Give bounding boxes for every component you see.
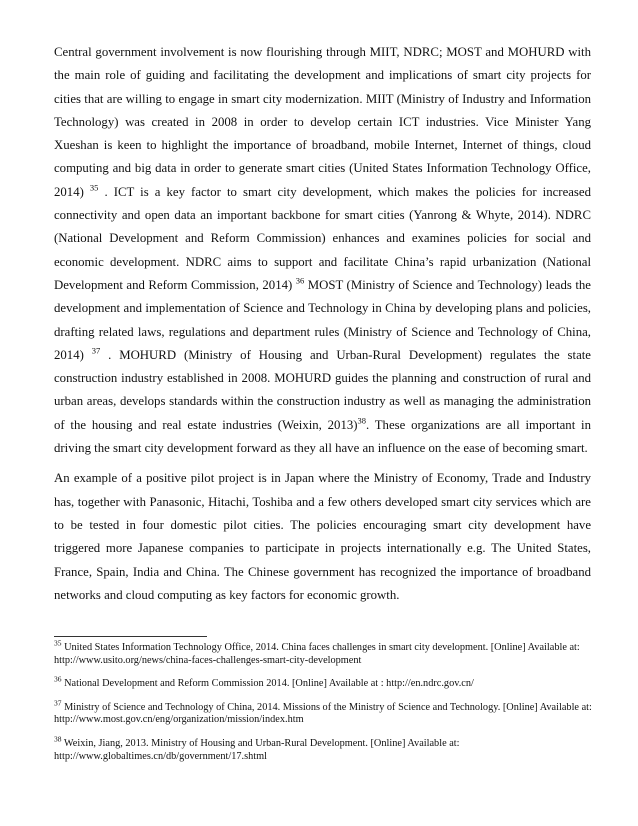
footnote-38 <box>54 734 599 763</box>
paragraph-text: . These organizations are all important in driving the smart city development forward as they all have an influence on the ease of becoming smart. <box>54 417 591 456</box>
body-paragraph-1 <box>54 41 591 460</box>
footnote-reference-38[interactable]: 38 <box>357 415 366 426</box>
footnote-37 <box>54 698 599 727</box>
footnote-number: 38 <box>54 734 62 744</box>
body-paragraph-2 <box>54 467 591 607</box>
footnote-number: 36 <box>54 674 62 684</box>
footnote-reference-36[interactable]: 36 <box>295 275 305 286</box>
paragraph-text: . MOHURD (Ministry of Housing and Urban-Rural Development) regulates the state construction industry established in 2008. MOHURD guides the planning and construction of rural and urban areas, develops standards within the construction industry as well as managing the administration of the housing and real estate industries (Weixin, 2013) <box>54 347 591 432</box>
footnote-text: Weixin, Jiang, 2013. Ministry of Housing and Urban-Rural Development. [Online] Available at: http://www.globaltimes.cn/db/government/17.shtml <box>54 737 460 762</box>
footnote-35 <box>54 638 599 667</box>
footnote-number: 37 <box>54 698 62 708</box>
document-body <box>54 41 591 607</box>
footnote-reference-37[interactable]: 37 <box>91 345 101 356</box>
footnotes-section <box>54 638 599 763</box>
paragraph-text: Central government involvement is now flourishing through MIIT, NDRC; MOST and MOHURD with the main role of guiding and facilitating the development and implications of smart city projects for cities that are willing to engage in smart city modernization. MIIT (Ministry of Industry and Information Technology) was created in 2008 in order to develop certain ICT industries. Vice Minister Yang Xueshan is keen to highlight the importance of broadband, mobile Internet, Internet of things, cloud computing and big data in order to generate smart cities (United States Information Technology Office, 2014) <box>54 45 591 199</box>
paragraph-text: An example of a positive pilot project is in Japan where the Ministry of Economy, Trade and Industry has, together with Panasonic, Hitachi, Toshiba and a few others developed smart city services which are to be tested in four domestic pilot cities. The policies encouraging smart city development have triggered more Japanese companies to participate in projects internationally e.g. The United States, France, Spain, India and China. The Chinese government has recognized the importance of broadband networks and cloud computing as key factors for economic growth. <box>54 471 591 602</box>
paragraph-text: . ICT is a key factor to smart city development, which makes the policies for increased connectivity and open data an important backbone for smart cities (Yanrong & Whyte, 2014). NDRC (National Development and Reform Commission) enhances and examines policies for social and economic development. NDRC aims to support and facilitate China’s rapid urbanization (National Development and Reform Commission, 2014) <box>54 184 591 292</box>
footnote-number: 35 <box>54 638 62 648</box>
footnote-text: Ministry of Science and Technology of China, 2014. Missions of the Ministry of Science and Technology. [Online] Available at: http://www.most.gov.cn/eng/organization/mission/index.htm <box>54 701 592 726</box>
footnote-reference-35[interactable]: 35 <box>89 182 99 193</box>
footnote-text: United States Information Technology Office, 2014. China faces challenges in smart city development. [Online] Available at: http://www.usito.org/news/china-faces-challenges-smart-city-development <box>54 642 580 666</box>
footnote-separator <box>54 636 207 637</box>
footnote-text: National Development and Reform Commission 2014. [Online] Available at : http://en.ndrc.gov.cn/ <box>61 678 474 690</box>
footnote-36 <box>54 674 599 691</box>
paragraph-text: MOST (Ministry of Science and Technology) leads the development and implementation of Science and Technology in China by developing plans and policies, drafting related laws, regulations and department rules (Ministry of Science and Technology of China, 2014) <box>54 277 591 362</box>
